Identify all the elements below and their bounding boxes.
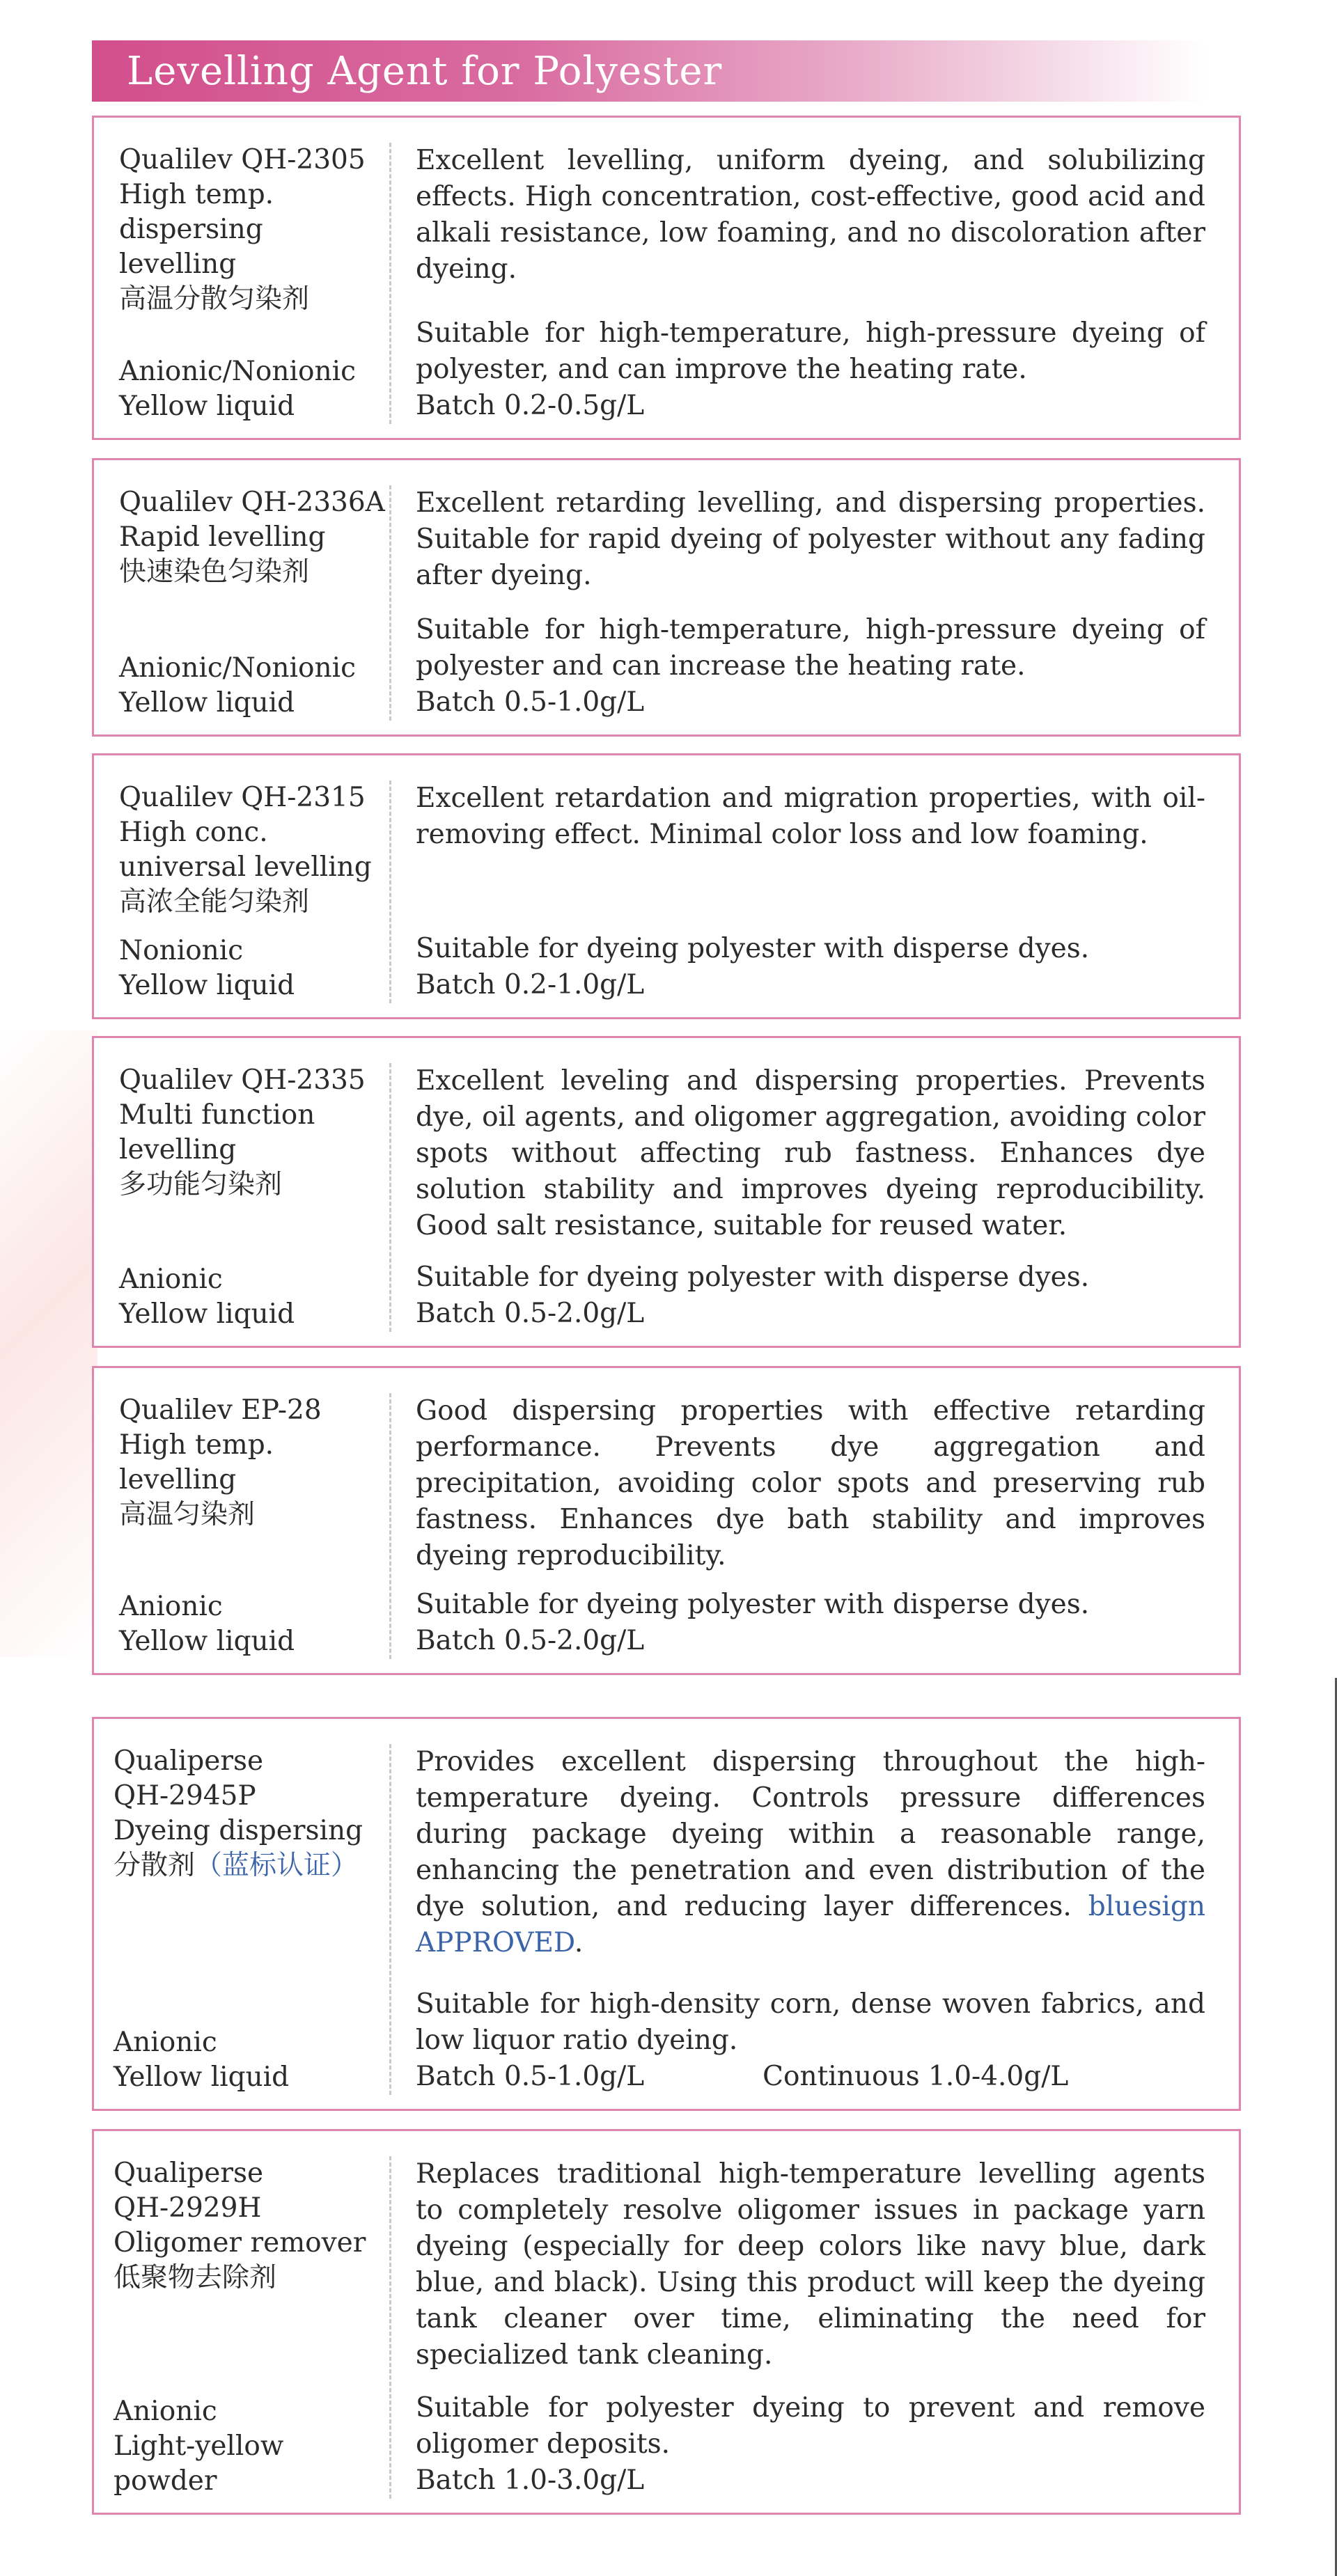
product-properties: [119, 1589, 295, 1659]
ionic-type: Nonionic: [119, 935, 244, 966]
appearance: Yellow liquid: [119, 391, 295, 422]
appearance: Light-yellow powder: [114, 2430, 284, 2497]
batch-dosage: Batch 1.0-3.0g/L: [416, 2465, 645, 2496]
batch-dosage: Batch 0.5-2.0g/L: [416, 1298, 645, 1329]
product-properties: [119, 934, 295, 1003]
product-name-cn: [114, 1848, 392, 1883]
product-name: Qualiperse QH-2945P Dyeing dispersing: [114, 1745, 363, 1846]
product-properties: [114, 2394, 392, 2499]
product-details: [416, 1393, 1205, 1659]
batch-dosage: Batch 0.2-0.5g/L: [416, 390, 645, 421]
section-title: Levelling Agent for Polyester: [127, 48, 723, 94]
appearance: Yellow liquid: [119, 687, 295, 718]
continuous-dosage: Continuous 1.0-4.0g/L: [763, 2061, 1069, 2092]
product-properties: [114, 2025, 289, 2095]
batch-dosage: Batch 0.5-1.0g/L: [416, 686, 645, 718]
product-info: [119, 143, 398, 424]
suitable-text: Suitable for dyeing polyester with disperse dyes.: [416, 933, 1090, 964]
appearance: Yellow liquid: [119, 1298, 295, 1330]
product-description: Excellent leveling and dispersing properties. Prevents dye, oil agents, and oligomer aggregation, avoiding color spots without affecting rub fastness. Enhances dye solution stability and improves dyeing reproducibility. Good salt resistance, suitable for reused water.: [416, 1065, 1205, 1241]
section-banner: [92, 40, 1206, 102]
product-name: Qualilev EP-28 High temp. levelling 高温匀染剂: [119, 1395, 322, 1530]
product-info: [114, 1744, 392, 2095]
product-name: Qualilev QH-2315 High conc. universal levelling 高浓全能匀染剂: [119, 782, 372, 918]
product-properties: [119, 1262, 295, 1332]
ionic-type: Anionic/Nonionic: [119, 356, 356, 387]
appearance: Yellow liquid: [119, 970, 295, 1001]
suitable-text: Suitable for dyeing polyester with disperse dyes.: [416, 1262, 1090, 1293]
dashed-divider: [389, 1744, 391, 2095]
product-usage: [416, 612, 1205, 721]
product-usage: [416, 1259, 1205, 1332]
dashed-divider: [389, 1393, 391, 1659]
product-name-cn-text: 分散剂: [114, 1850, 196, 1881]
product-description: Replaces traditional high-temperature levelling agents to completely resolve oligomer issues in package yarn dyeing (especially for deep colors like navy blue, dark blue, and black). Using this product will keep the dyeing tank cleaner over time, eliminating the need for specialized tank cleaning.: [416, 2158, 1205, 2371]
product-details: [416, 1063, 1205, 1332]
dashed-divider: [389, 485, 391, 721]
batch-dosage: Batch 0.5-1.0g/L: [416, 2061, 645, 2092]
description-text: Provides excellent dispersing throughout the high-temperature dyeing. Controls pressure differences during package dyeing within a reasonable range, enhancing the penetration and even distribution of the dye solution, and reducing layer differences.: [416, 1746, 1205, 1922]
product-details: [416, 485, 1205, 721]
suitable-text: Suitable for polyester dyeing to prevent and remove oligomer deposits.: [416, 2392, 1205, 2460]
product-card-ep-28: [92, 1366, 1241, 1675]
product-info: [119, 780, 398, 1003]
product-description: Excellent levelling, uniform dyeing, and solubilizing effects. High concentration, cost-effective, good acid and alkali resistance, low foaming, and no discoloration after dyeing.: [416, 145, 1205, 285]
ionic-type: Anionic: [114, 2396, 217, 2427]
appearance: Yellow liquid: [119, 1626, 295, 1657]
product-usage: [416, 2390, 1205, 2499]
suitable-text: Suitable for high-density corn, dense woven fabrics, and low liquor ratio dyeing.: [416, 1988, 1205, 2056]
product-details: [416, 780, 1205, 1003]
product-usage: [416, 931, 1205, 1003]
background-decoration: [0, 1030, 97, 1657]
product-card-qh-2929h: [92, 2129, 1241, 2515]
product-usage: [416, 1986, 1205, 2095]
suitable-text: Suitable for high-temperature, high-pressure dyeing of polyester and can increase the heating rate.: [416, 614, 1205, 682]
dashed-divider: [389, 1063, 391, 1332]
batch-dosage: Batch 0.2-1.0g/L: [416, 969, 645, 1000]
product-description: Excellent retarding levelling, and dispersing properties. Suitable for rapid dyeing of polyester without any fading after dyeing.: [416, 487, 1205, 591]
product-info: [119, 485, 398, 721]
product-name: Qualilev QH-2336A Rapid levelling 快速染色匀染剂: [119, 487, 385, 588]
ionic-type: Anionic: [119, 1264, 223, 1295]
ionic-type: Anionic: [119, 1591, 223, 1622]
product-description: Provides excellent dispersing throughout the high-temperature dyeing. Controls pressure differences during package dyeing within a reasonable range, enhancing the penetration and even distribution of the dye solution, and reducing layer differences. bluesign APPROVED.: [416, 1746, 1205, 1958]
dosage-row: [416, 2059, 1205, 2095]
product-info: [119, 1393, 398, 1659]
product-usage: [416, 1587, 1205, 1659]
product-usage: [416, 315, 1205, 424]
product-description: Excellent retardation and migration properties, with oil-removing effect. Minimal color loss and low foaming.: [416, 783, 1205, 850]
ionic-type: Anionic/Nonionic: [119, 652, 356, 684]
product-info: [119, 1063, 398, 1332]
product-details: [416, 2156, 1205, 2499]
bluesign-label: bluesign APPROVED: [416, 1891, 1205, 1958]
product-details: [416, 143, 1205, 424]
product-properties: [119, 354, 356, 424]
product-description: Good dispersing properties with effective retarding performance. Prevents dye aggregation and precipitation, avoiding color spots and preserving rub fastness. Enhances dye bath stability and improves dyeing reproducibility.: [416, 1395, 1205, 1571]
product-card-qh-2335: [92, 1036, 1241, 1348]
product-properties: [119, 651, 356, 721]
suitable-text: Suitable for dyeing polyester with disperse dyes.: [416, 1589, 1090, 1620]
product-name: Qualiperse QH-2929H Oligomer remover 低聚物去除剂: [114, 2158, 366, 2293]
product-card-qh-2945p: [92, 1717, 1241, 2111]
bluesign-cn-label: （蓝标认证）: [195, 1850, 359, 1881]
batch-dosage: Batch 0.5-2.0g/L: [416, 1625, 645, 1656]
product-info: [114, 2156, 392, 2499]
ionic-type: Anionic: [114, 2027, 217, 2058]
dashed-divider: [389, 2156, 391, 2499]
appearance: Yellow liquid: [114, 2061, 290, 2093]
product-name: Qualilev QH-2305 High temp. dispersing levelling 高温分散匀染剂: [119, 144, 366, 315]
suitable-text: Suitable for high-temperature, high-pressure dyeing of polyester, and can improve the heating rate.: [416, 317, 1205, 385]
dashed-divider: [389, 143, 391, 424]
product-details: [416, 1744, 1205, 2095]
dashed-divider: [389, 780, 391, 1003]
product-card-qh-2336a: [92, 458, 1241, 737]
product-card-qh-2315: [92, 753, 1241, 1019]
product-name: Qualilev QH-2335 Multi function levelling 多功能匀染剂: [119, 1065, 366, 1200]
product-card-qh-2305: [92, 116, 1241, 440]
